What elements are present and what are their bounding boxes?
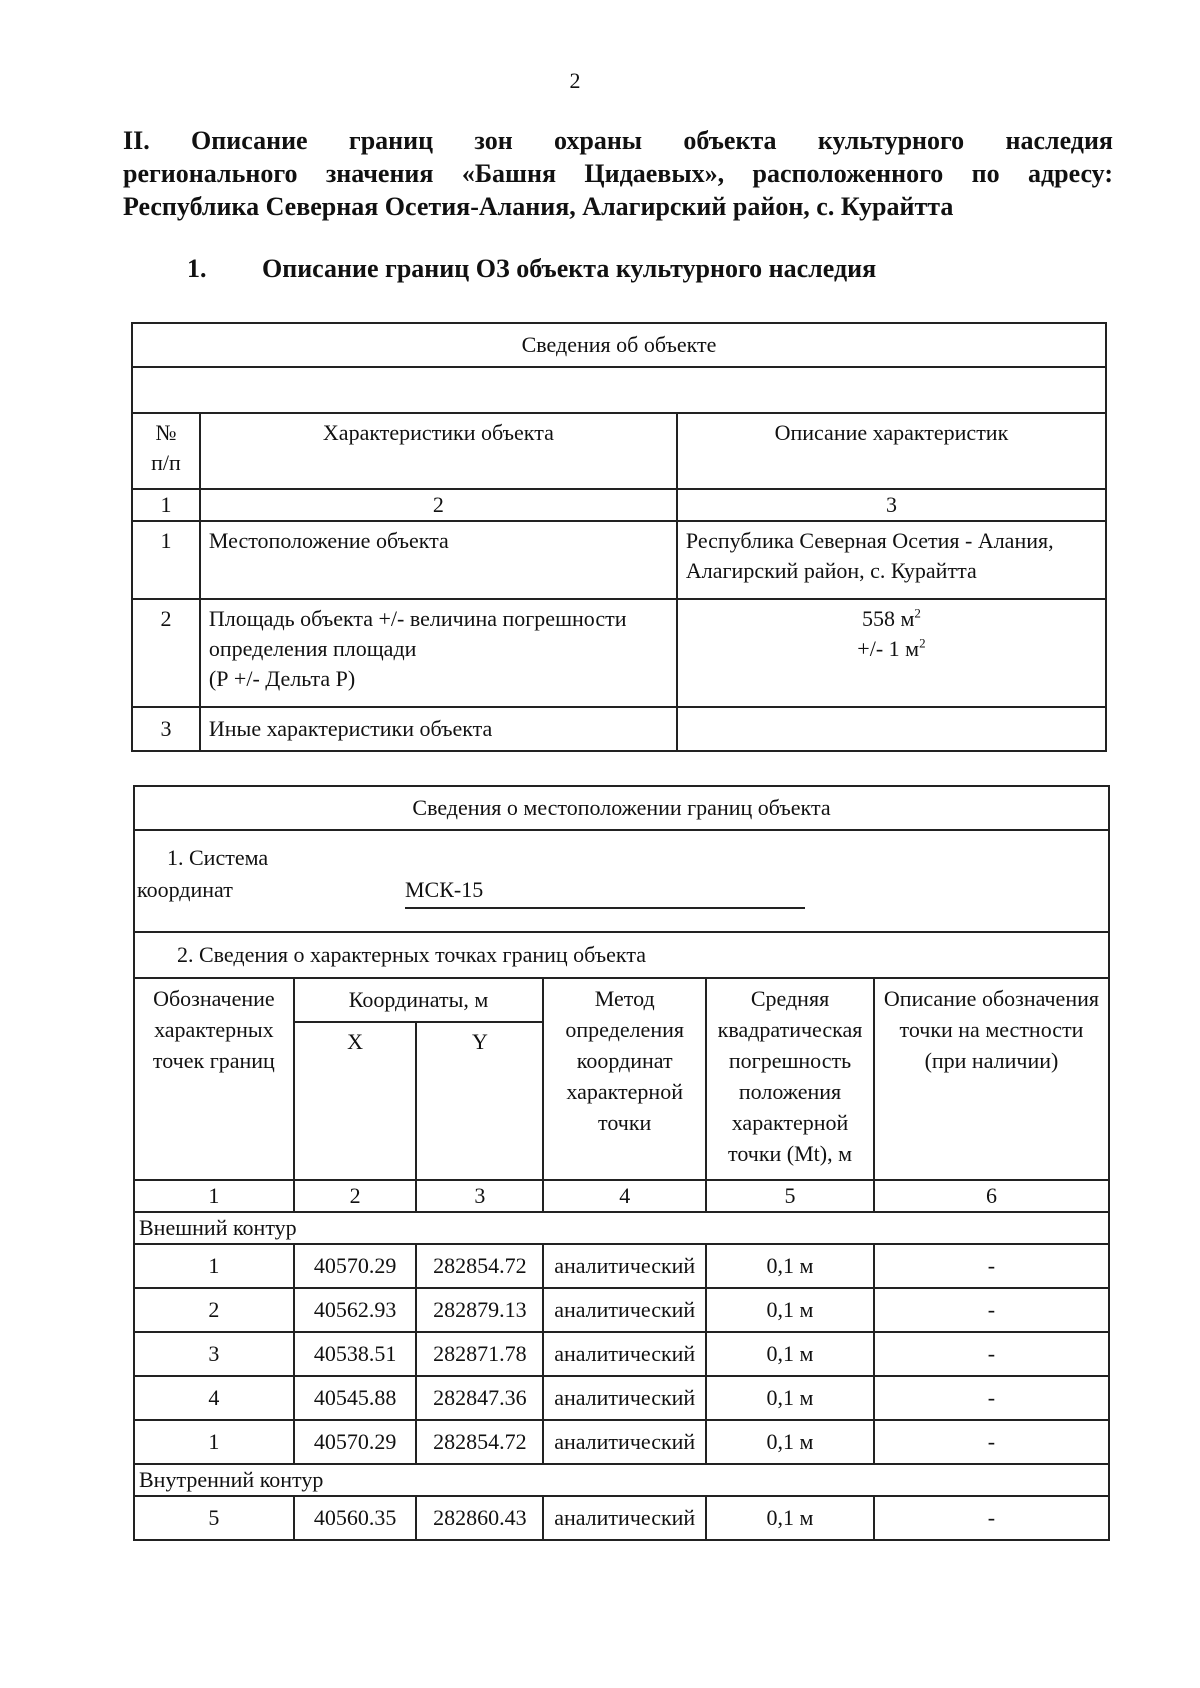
- loc-colnum-2: 2: [294, 1180, 417, 1212]
- heading-line-1: II. Описание границ зон охраны объекта культурного наследия: [123, 126, 1113, 155]
- outer-contour-label: Внешний контур: [134, 1212, 1109, 1244]
- table-row-desc: -: [874, 1496, 1109, 1540]
- table-row-desc: -: [874, 1332, 1109, 1376]
- table-row-error: 0,1 м: [706, 1244, 874, 1288]
- table-row-method: аналитический: [543, 1496, 706, 1540]
- row1-desc-line2: Алагирский район, с. Курайтта: [685, 558, 977, 583]
- table-row-method: аналитический: [543, 1288, 706, 1332]
- table-row-y: 282847.36: [416, 1376, 543, 1420]
- table-row-method: аналитический: [543, 1376, 706, 1420]
- table-row-desc: -: [874, 1244, 1109, 1288]
- row3-description: [677, 707, 1106, 751]
- object-table-title: Сведения об объекте: [132, 323, 1106, 367]
- header-x: X: [294, 1022, 417, 1180]
- table-row-desc: -: [874, 1288, 1109, 1332]
- table-row-x: 40562.93: [294, 1288, 417, 1332]
- table-row-method: аналитический: [543, 1244, 706, 1288]
- table-row-method: аналитический: [543, 1332, 706, 1376]
- table-row-point: 3: [134, 1332, 294, 1376]
- section-heading: [123, 124, 1113, 223]
- table-row-error: 0,1 м: [706, 1288, 874, 1332]
- table-row-y: 282860.43: [416, 1496, 543, 1540]
- header-no-line2: п/п: [151, 450, 181, 475]
- table-row-error: 0,1 м: [706, 1376, 874, 1420]
- coord-system-label-line1: 1. Система: [167, 845, 269, 870]
- row2-description: [677, 599, 1106, 707]
- table-row-point: 1: [134, 1244, 294, 1288]
- table-row-y: 282871.78: [416, 1332, 543, 1376]
- header-description: Описание характеристик: [677, 413, 1106, 489]
- row3-num: 3: [132, 707, 200, 751]
- table-row-y: 282854.72: [416, 1244, 543, 1288]
- header-characteristics: Характеристики объекта: [200, 413, 677, 489]
- table-row-x: 40570.29: [294, 1244, 417, 1288]
- colnum-1: 1: [132, 489, 200, 521]
- row1-characteristic: Местоположение объекта: [200, 521, 677, 599]
- object-table-empty-row: [132, 367, 1106, 413]
- coordinate-system-row: [134, 830, 1109, 932]
- row2-char-line1: Площадь объекта +/- величина погрешности: [208, 606, 627, 631]
- table-row-desc: -: [874, 1420, 1109, 1464]
- table-row-point: 4: [134, 1376, 294, 1420]
- row1-num: 1: [132, 521, 200, 599]
- heading-line-3: Республика Северная Осетия-Алания, Алагирский район, с. Курайтта: [123, 192, 954, 221]
- table-row-error: 0,1 м: [706, 1332, 874, 1376]
- loc-colnum-6: 6: [874, 1180, 1109, 1212]
- table-row-point: 2: [134, 1288, 294, 1332]
- header-point-description: Описание обозначения точки на местности (при наличии): [874, 978, 1109, 1180]
- points-title: 2. Сведения о характерных точках границ объекта: [134, 932, 1109, 978]
- table-row-x: 40570.29: [294, 1420, 417, 1464]
- colnum-2: 2: [200, 489, 677, 521]
- header-method: Метод определения координат характерной точки: [543, 978, 706, 1180]
- subsection-title: [187, 254, 876, 284]
- table-row-x: 40538.51: [294, 1332, 417, 1376]
- header-error: Средняя квадратическая погрешность положения характерной точки (Mt), м: [706, 978, 874, 1180]
- table-row-y: 282879.13: [416, 1288, 543, 1332]
- table-row-error: 0,1 м: [706, 1496, 874, 1540]
- object-info-table: [131, 322, 1107, 752]
- row1-description: [677, 521, 1106, 599]
- table-row-y: 282854.72: [416, 1420, 543, 1464]
- loc-colnum-1: 1: [134, 1180, 294, 1212]
- table-row-x: 40545.88: [294, 1376, 417, 1420]
- coord-system-value: МСК-15: [405, 875, 805, 909]
- row2-characteristic: [200, 599, 677, 707]
- subsection-text: Описание границ ОЗ объекта культурного наследия: [262, 254, 877, 283]
- table-row-point: 5: [134, 1496, 294, 1540]
- location-table-title: Сведения о местоположении границ объекта: [134, 786, 1109, 830]
- subsection-number: 1.: [187, 254, 207, 283]
- table-row-error: 0,1 м: [706, 1420, 874, 1464]
- inner-contour-label: Внутренний контур: [134, 1464, 1109, 1496]
- table-row-desc: -: [874, 1376, 1109, 1420]
- table-row-point: 1: [134, 1420, 294, 1464]
- area-value: 558 $м^2$: [861, 605, 921, 631]
- area-tolerance: +/- 1 $м^2$: [857, 635, 926, 661]
- table-row-method: аналитический: [543, 1420, 706, 1464]
- header-no: [132, 413, 200, 489]
- row2-num: 2: [132, 599, 200, 707]
- row2-char-line2: определения площади: [208, 636, 417, 661]
- coord-system-label-line2: координат: [137, 877, 233, 902]
- header-coordinates: Координаты, м: [294, 978, 544, 1022]
- location-table: [133, 785, 1110, 1541]
- loc-colnum-4: 4: [543, 1180, 706, 1212]
- loc-colnum-5: 5: [706, 1180, 874, 1212]
- heading-line-2: регионального значения «Башня Цидаевых», расположенного по адресу:: [123, 159, 1113, 188]
- row3-characteristic: Иные характеристики объекта: [200, 707, 677, 751]
- table-row-x: 40560.35: [294, 1496, 417, 1540]
- loc-colnum-3: 3: [416, 1180, 543, 1212]
- header-no-line1: №: [155, 420, 177, 445]
- row2-char-line3: (Р +/- Дельта Р): [208, 666, 356, 691]
- row1-desc-line1: Республика Северная Осетия - Алания,: [685, 528, 1054, 553]
- header-point: Обозначение характерных точек границ: [134, 978, 294, 1180]
- header-y: Y: [416, 1022, 543, 1180]
- page-number: 2: [569, 68, 581, 93]
- colnum-3: 3: [677, 489, 1106, 521]
